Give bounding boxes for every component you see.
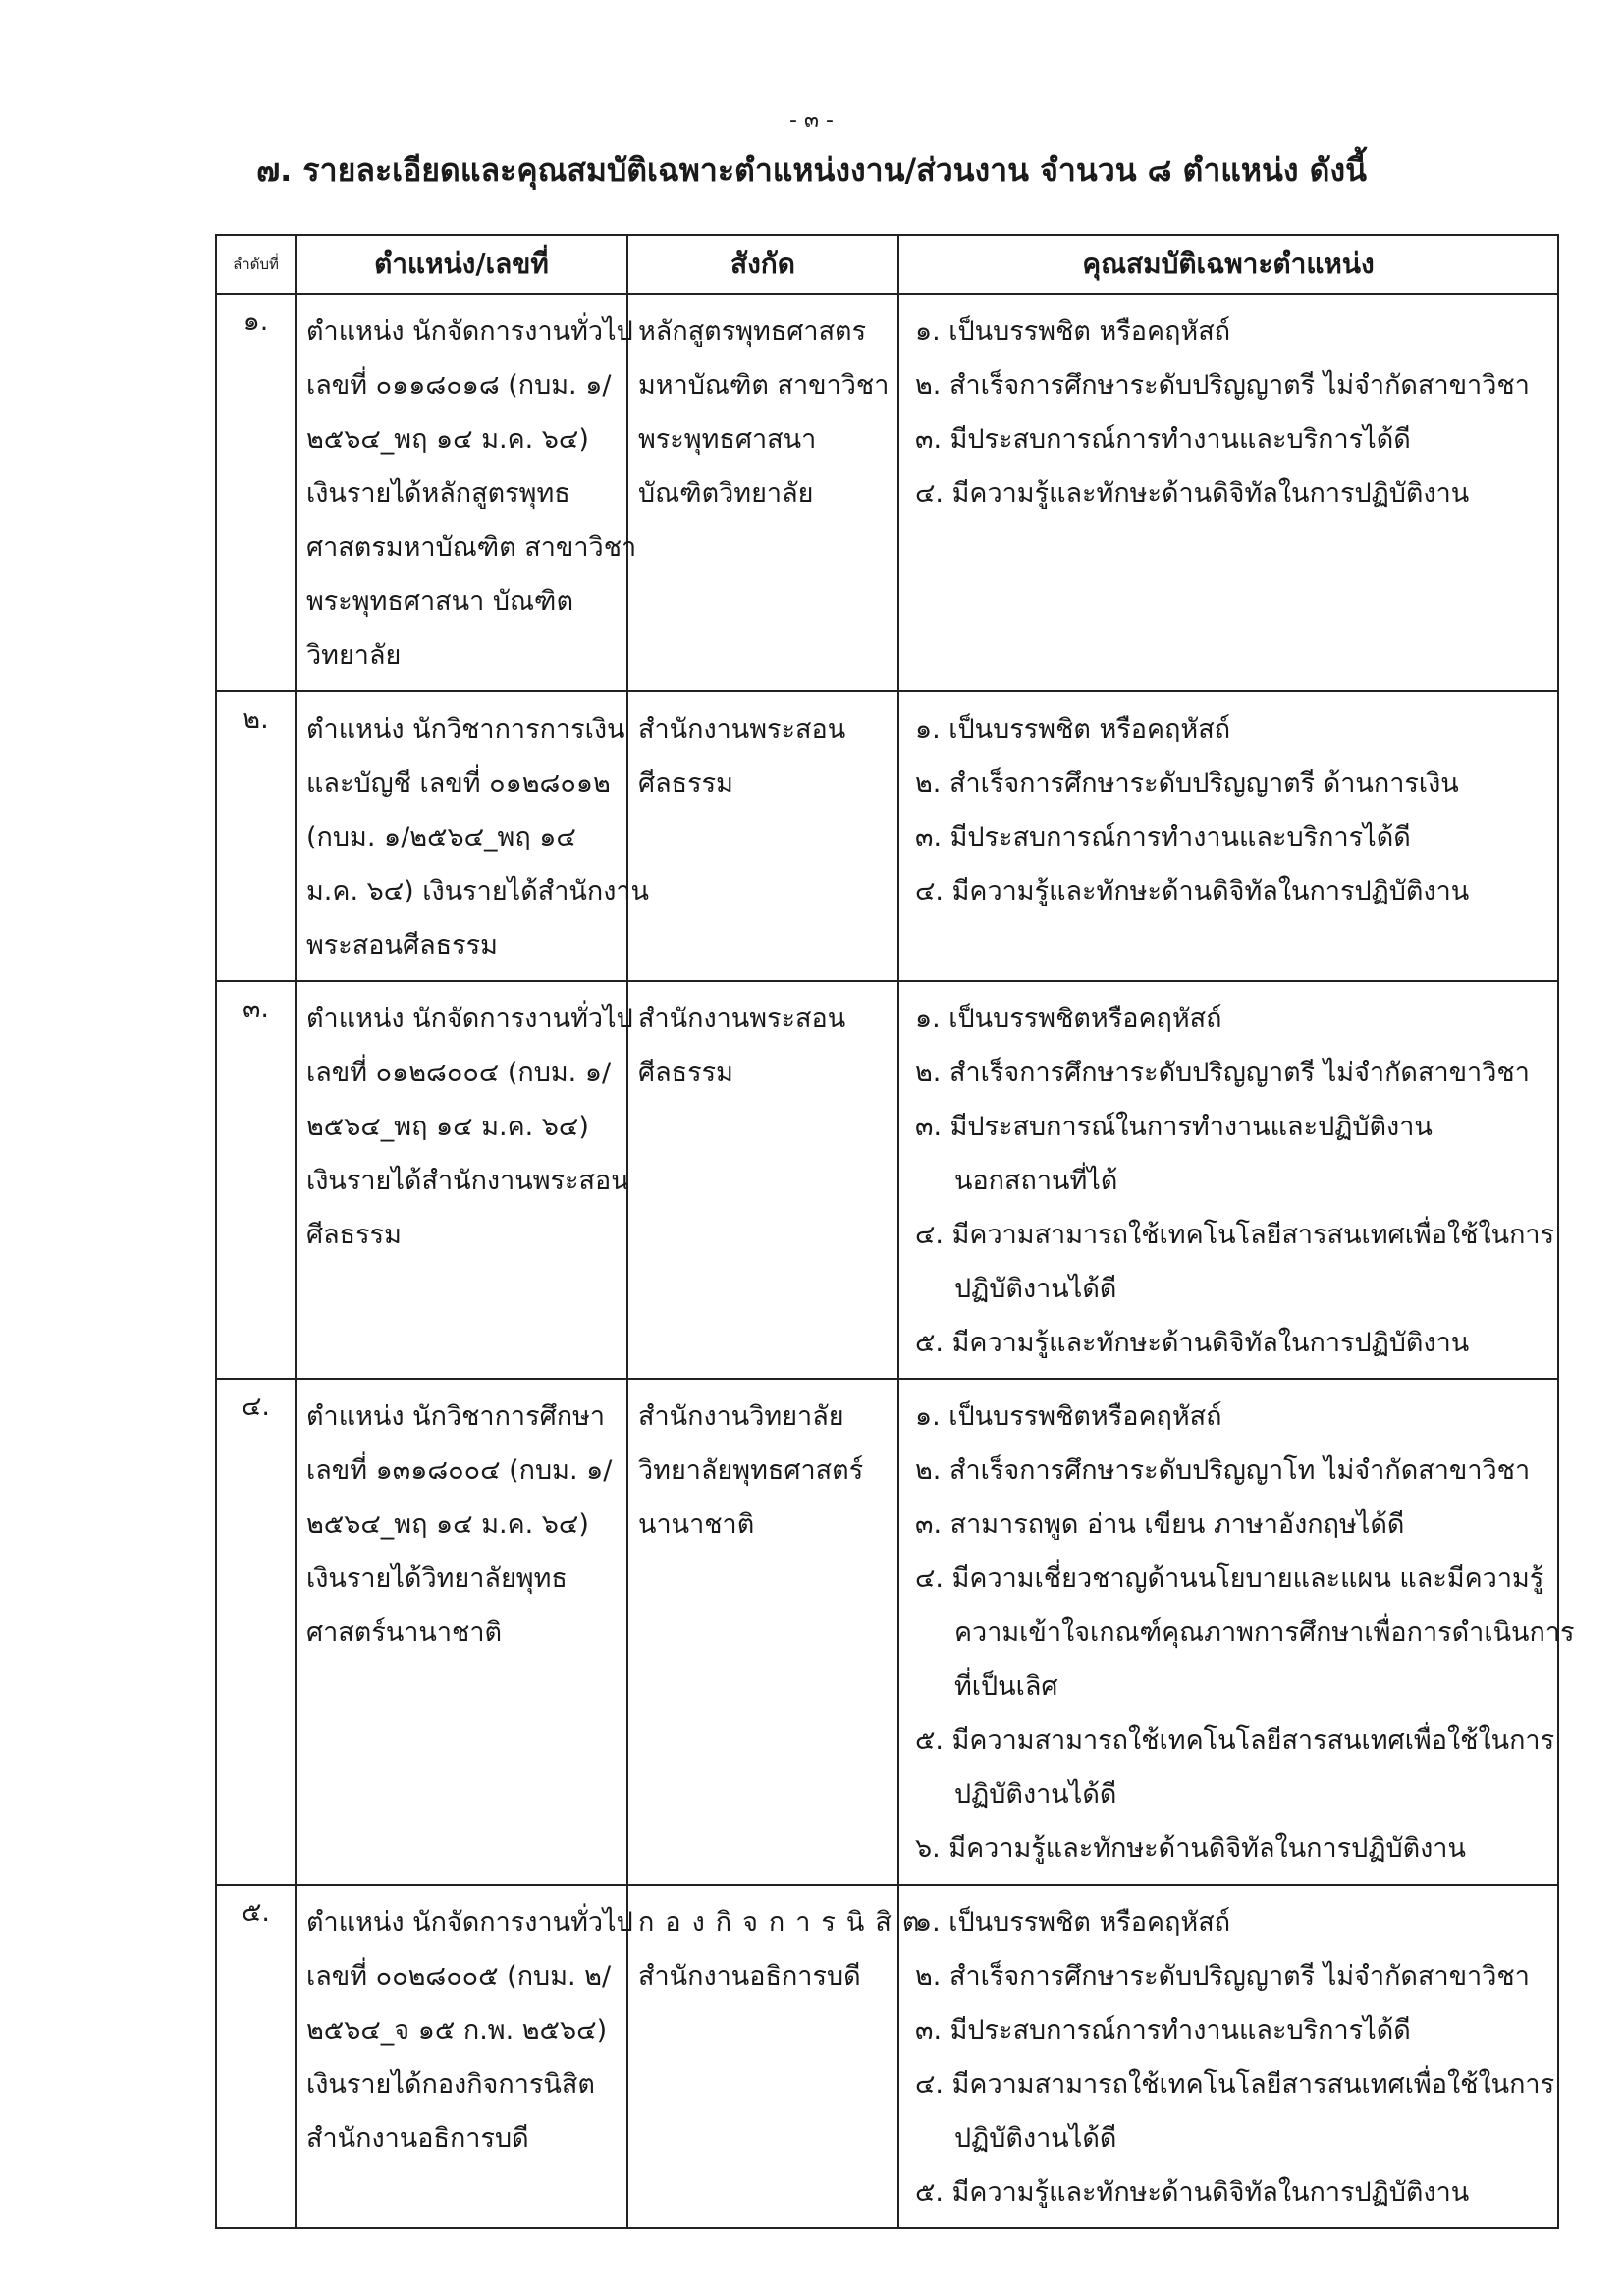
position-cell	[296, 981, 633, 1379]
qualification-line: ๔. มีความรู้และทักษะด้านดิจิทัลในการปฏิบัติงาน	[915, 876, 1470, 906]
document-title: ๗. รายละเอียดและคุณสมบัติเฉพาะตำแหน่งงาน/ส่วนงาน จำนวน ๘ ตำแหน่ง ดังนี้	[256, 151, 1367, 189]
position-line: ศาสตร์นานาชาติ	[306, 1617, 503, 1648]
position-line: วิทยาลัย	[306, 640, 402, 671]
qualification-line: ๑. เป็นบรรพชิต หรือคฤหัสถ์	[915, 714, 1231, 744]
qualifications-cell	[898, 294, 1558, 691]
qualification-line: ๔. มีความสามารถใช้เทคโนโลยีสารสนเทศเพื่อใช้ในการ	[915, 1220, 1555, 1250]
header-affiliation: สังกัด	[627, 235, 898, 294]
affiliation-cell	[627, 1885, 931, 2228]
position-line: เลขที่ ๐๑๑๘๐๑๘ (กบม. ๑/	[306, 370, 612, 401]
qualification-line: ๑. เป็นบรรพชิตหรือคฤหัสถ์	[915, 1401, 1222, 1432]
table-header-row	[216, 235, 1558, 294]
affiliation-line: สำนักงานอธิการบดี	[638, 1961, 861, 1992]
position-line: ตำแหน่ง นักวิชาการศึกษา	[306, 1401, 606, 1432]
qualification-line: ความเข้าใจเกณฑ์คุณภาพการศึกษาเพื่อการดำเนินการ	[954, 1617, 1575, 1648]
header-qualifications: คุณสมบัติเฉพาะตำแหน่ง	[898, 235, 1558, 294]
qualification-line: นอกสถานที่ได้	[954, 1166, 1118, 1196]
table-body	[216, 294, 1575, 2228]
row-number: ๔.	[216, 1379, 296, 1885]
affiliation-line: หลักสูตรพุทธศาสตร	[638, 316, 867, 347]
qualification-line: ๒. สำเร็จการศึกษาระดับปริญญาตรี ไม่จำกัดสาขาวิชา	[915, 370, 1530, 401]
position-cell	[296, 294, 637, 691]
qualification-line: ๒. สำเร็จการศึกษาระดับปริญญาตรี ไม่จำกัดสาขาวิชา	[915, 1961, 1530, 1992]
qualification-line: ๔. มีความเชี่ยวชาญด้านนโยบายและแผน และมีความรู้	[915, 1563, 1544, 1594]
qualification-line: ๓. สามารถพูด อ่าน เขียน ภาษาอังกฤษได้ดี	[915, 1509, 1405, 1540]
position-cell	[296, 1379, 627, 1885]
affiliation-line: ศีลธรรม	[638, 1058, 733, 1088]
position-line: (กบม. ๑/๒๕๖๔_พฤ ๑๔	[306, 822, 576, 852]
position-cell	[296, 691, 650, 981]
qualification-line: ๔. มีความรู้และทักษะด้านดิจิทัลในการปฏิบัติงาน	[915, 478, 1470, 509]
qualification-line: ๒. สำเร็จการศึกษาระดับปริญญาตรี ไม่จำกัดสาขาวิชา	[915, 1058, 1530, 1088]
qualification-line: ๒. สำเร็จการศึกษาระดับปริญญาโท ไม่จำกัดสาขาวิชา	[915, 1455, 1531, 1486]
qualification-line: ๕. มีความรู้และทักษะด้านดิจิทัลในการปฏิบัติงาน	[915, 2177, 1470, 2208]
affiliation-line: สำนักงานพระสอน	[638, 1004, 846, 1034]
position-line: ตำแหน่ง นักจัดการงานทั่วไป	[306, 1907, 633, 1938]
qualification-line: ๓. มีประสบการณ์การทำงานและบริการได้ดี	[915, 822, 1411, 852]
page-number: - ๓ -	[789, 108, 834, 133]
qualification-line: ๒. สำเร็จการศึกษาระดับปริญญาตรี ด้านการเงิน	[915, 768, 1459, 798]
position-line: ๒๕๖๔_พฤ ๑๔ ม.ค. ๖๔)	[306, 1509, 589, 1540]
table-row	[216, 294, 1558, 691]
qualification-line: ปฏิบัติงานได้ดี	[954, 2123, 1117, 2154]
qualification-line: ๓. มีประสบการณ์การทำงานและบริการได้ดี	[915, 2015, 1411, 2046]
affiliation-line: ศีลธรรม	[638, 768, 733, 798]
qualifications-cell	[898, 1379, 1575, 1885]
row-number: ๑.	[216, 294, 296, 691]
table-row	[216, 691, 1558, 981]
position-line: สำนักงานอธิการบดี	[306, 2123, 529, 2154]
position-line: เงินรายได้สำนักงานพระสอน	[306, 1166, 629, 1196]
position-line: ตำแหน่ง นักจัดการงานทั่วไป	[306, 1004, 633, 1034]
position-line: ๒๕๖๔_พฤ ๑๔ ม.ค. ๖๔)	[306, 1112, 589, 1142]
affiliation-cell	[627, 294, 898, 691]
row-number: ๓.	[216, 981, 296, 1379]
qualification-line: ปฏิบัติงานได้ดี	[954, 1274, 1117, 1304]
qualification-line: ๑. เป็นบรรพชิต หรือคฤหัสถ์	[915, 316, 1231, 347]
position-line: ศีลธรรม	[306, 1220, 402, 1250]
position-line: ๒๕๖๔_จ ๑๕ ก.พ. ๒๕๖๔)	[306, 2015, 608, 2046]
affiliation-line: มหาบัณฑิต สาขาวิชา	[638, 370, 890, 401]
affiliation-cell	[627, 981, 898, 1379]
affiliation-line: นานาชาติ	[638, 1509, 755, 1540]
table-row	[216, 1885, 1558, 2228]
position-cell	[296, 1885, 633, 2228]
table-row	[216, 1379, 1558, 1885]
position-line: พระพุทธศาสนา บัณฑิต	[306, 586, 573, 617]
affiliation-line: วิทยาลัยพุทธศาสตร์	[638, 1455, 864, 1486]
qualification-line: ๖. มีความรู้และทักษะด้านดิจิทัลในการปฏิบัติงาน	[915, 1833, 1466, 1864]
affiliation-line: กองกิจการนิสิต	[638, 1907, 931, 1938]
position-line: และบัญชี เลขที่ ๐๑๒๘๐๑๒	[306, 768, 611, 798]
qualification-line: ๕. มีความรู้และทักษะด้านดิจิทัลในการปฏิบัติงาน	[915, 1328, 1470, 1358]
qualification-line: ๓. มีประสบการณ์การทำงานและบริการได้ดี	[915, 424, 1411, 455]
position-line: ตำแหน่ง นักวิชาการการเงิน	[306, 714, 625, 744]
header-position: ตำแหน่ง/เลขที่	[296, 235, 627, 294]
position-line: เลขที่ ๐๑๒๘๐๐๔ (กบม. ๑/	[306, 1058, 612, 1088]
affiliation-line: พระพุทธศาสนา	[638, 424, 817, 455]
affiliation-line: สำนักงานวิทยาลัย	[638, 1401, 844, 1432]
affiliation-line: สำนักงานพระสอน	[638, 714, 846, 744]
row-number: ๕.	[216, 1885, 296, 2228]
qualification-line: ปฏิบัติงานได้ดี	[954, 1779, 1117, 1810]
position-line: เลขที่ ๑๓๑๘๐๐๔ (กบม. ๑/	[306, 1455, 613, 1486]
position-line: ตำแหน่ง นักจัดการงานทั่วไป	[306, 316, 633, 347]
qualification-line: ที่เป็นเลิศ	[954, 1671, 1058, 1702]
qualification-line: ๓. มีประสบการณ์ในการทำงานและปฏิบัติงาน	[915, 1112, 1433, 1142]
qualifications-cell	[898, 691, 1558, 981]
position-line: ม.ค. ๖๔) เงินรายได้สำนักงาน	[306, 876, 650, 906]
affiliation-cell	[627, 1379, 898, 1885]
qualification-line: ๑. เป็นบรรพชิตหรือคฤหัสถ์	[915, 1004, 1222, 1034]
affiliation-line: บัณฑิตวิทยาลัย	[638, 478, 814, 509]
qualification-line: ๑. เป็นบรรพชิต หรือคฤหัสถ์	[915, 1907, 1231, 1938]
position-line: เงินรายได้วิทยาลัยพุทธ	[306, 1563, 568, 1594]
position-line: เลขที่ ๐๐๒๘๐๐๕ (กบม. ๒/	[306, 1961, 612, 1992]
table-row	[216, 981, 1558, 1379]
position-line: เงินรายได้หลักสูตรพุทธ	[306, 478, 570, 509]
position-line: พระสอนศีลธรรม	[306, 930, 498, 960]
row-number: ๒.	[216, 691, 296, 981]
position-line: เงินรายได้กองกิจการนิสิต	[306, 2069, 595, 2100]
position-line: ศาสตรมหาบัณฑิต สาขาวิชา	[306, 532, 637, 563]
position-line: ๒๕๖๔_พฤ ๑๔ ม.ค. ๖๔)	[306, 424, 589, 455]
affiliation-cell	[627, 691, 898, 981]
positions-table	[215, 234, 1575, 2229]
header-no: ลำดับที่	[216, 235, 296, 294]
qualifications-cell	[898, 981, 1558, 1379]
qualifications-cell	[898, 1885, 1558, 2228]
qualification-line: ๔. มีความสามารถใช้เทคโนโลยีสารสนเทศเพื่อใช้ในการ	[915, 2069, 1555, 2100]
qualification-line: ๕. มีความสามารถใช้เทคโนโลยีสารสนเทศเพื่อใช้ในการ	[915, 1725, 1555, 1756]
